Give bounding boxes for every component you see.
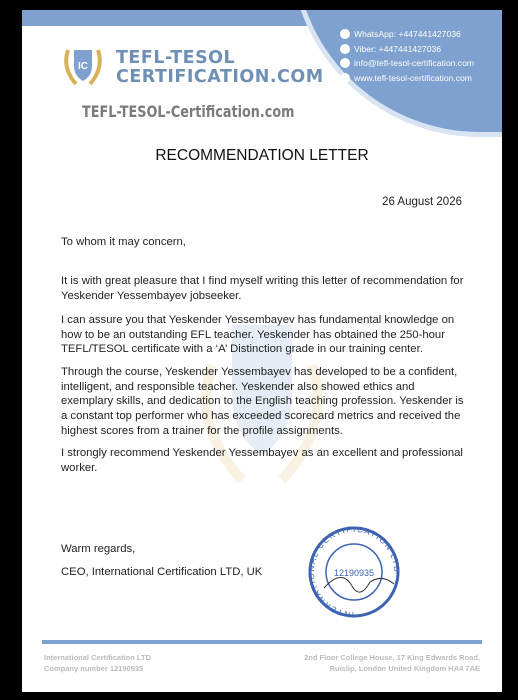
- paragraph-4: I strongly recommend Yeskender Yessembayev as an excellent and professional worker.: [61, 447, 463, 474]
- closing: Warm regards,: [61, 543, 136, 555]
- contact-list: [340, 27, 502, 85]
- svg-text:12190935: 12190935: [333, 568, 375, 578]
- footer-address-line2: Ruislip, London United Kingdom HA4 7AE: [329, 664, 480, 673]
- contact-whatsapp[interactable]: WhatsApp: +447441427036: [340, 27, 502, 42]
- svg-text:INTERNATIONAL CERTIFICATION LT: INTERNATIONAL CERTIFICATION LTD: [306, 524, 402, 620]
- paragraph-1: It is with great pleasure that I find myself writing this letter of recommendation for Yeskender Yessembayev jobseeker.: [61, 275, 464, 302]
- footer-company-number: Company number 12190935: [44, 664, 144, 673]
- letter-page: [22, 10, 502, 692]
- footer-address: [304, 652, 480, 674]
- paragraph-3: Through the course, Yeskender Yessembayev has developed to be a confident, intelligent, and responsible teacher. Yeskender also showed ethics and exemplary skills, and dedication to the English teaching profession. Yeskender is a constant top performer who has exceeded scorecard metrics and received the highest scores from a trainer for the profile assignments.: [61, 366, 464, 437]
- contact-viber[interactable]: Viber: +447441427036: [340, 42, 502, 57]
- whatsapp-icon: [340, 29, 350, 39]
- footer-company-name: International Certification LTD: [44, 653, 151, 662]
- brand-name-line2: CERTIFICATION.COM: [116, 67, 324, 87]
- footer-address-line1: 2nd Floor College House, 17 King Edwards Road,: [304, 653, 480, 662]
- letter-title: RECOMMENDATION LETTER: [155, 147, 369, 164]
- letter-date: 26 August 2026: [382, 196, 462, 208]
- company-logo-icon: [60, 42, 106, 88]
- viber-icon: [340, 44, 350, 54]
- paragraph-2: I can assure you that Yeskender Yessembayev has fundamental knowledge on how to be an outstanding EFL teacher. Yeskender has obtained the 250-hour TEFL/TESOL certificate with a ‘A’ Distinction grade in our training center.: [61, 314, 455, 356]
- svg-text:IC: IC: [78, 61, 88, 72]
- contact-website[interactable]: www.tefl-tesol-certification.com: [340, 71, 502, 86]
- email-icon: [340, 58, 350, 68]
- handwritten-signature: [324, 577, 394, 592]
- greeting: To whom it may concern,: [61, 236, 186, 248]
- contact-email[interactable]: info@tefl-tesol-certification.com: [340, 56, 502, 71]
- brand-name-line1: TEFL-TESOL: [116, 48, 236, 68]
- signature-line: CEO, International Certification LTD, UK: [61, 566, 263, 578]
- footer-divider: [42, 640, 482, 644]
- company-stamp: [294, 522, 414, 622]
- footer-company: [44, 652, 151, 674]
- website-domain: TEFL-TESOL-Certification.com: [82, 102, 295, 121]
- web-icon: [340, 73, 350, 83]
